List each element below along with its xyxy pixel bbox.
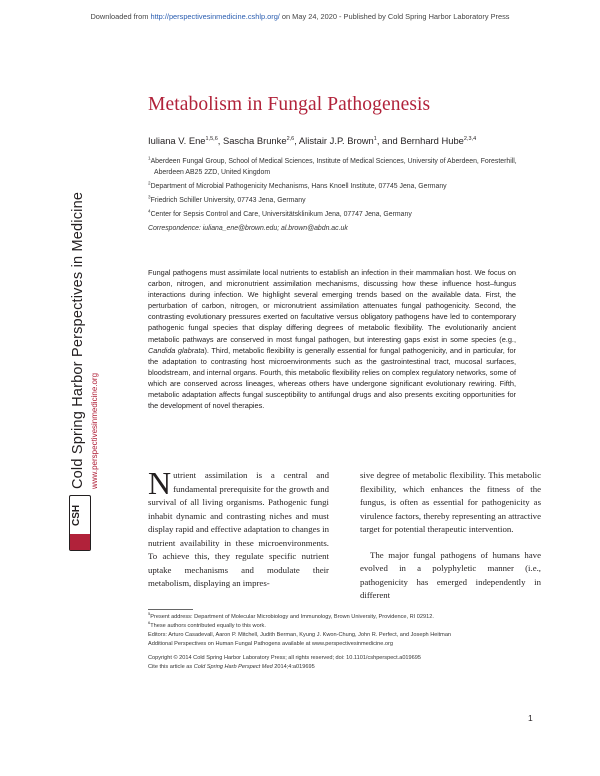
citation-line: Cite this article as Cold Spring Harb Perspect Med 2014;4:a019695 (148, 664, 315, 670)
drop-cap: N (148, 465, 172, 501)
author-affiliation-marker: 1 (373, 135, 377, 142)
footnote-editors: Editors: Arturo Casadevall, Aaron P. Mitchell, Judith Berman, Kyung J. Kwon-Chung, John R. Perfect, and Joseph Heitman (148, 632, 452, 638)
author-name: Sascha Brunke (222, 135, 287, 146)
page-number: 1 (528, 713, 533, 723)
footnotes (148, 613, 538, 672)
affiliation-item: $^4$Center for Sepsis Control and Care, Universitätsklinikum Jena, 07747 Jena, Germany (148, 209, 412, 219)
author-name: Bernhard Hube (400, 135, 464, 146)
body-column-left (148, 465, 329, 591)
author-affiliation-marker: 2,6 (286, 135, 295, 142)
csh-logo-band (70, 534, 90, 550)
body-paragraph: The major fungal pathogens of humans have evolved in a polyphyletic manner (i.e., pathogenicity has emerged independently in different (360, 549, 541, 600)
article-title: Metabolism in Fungal Pathogenesis (148, 94, 431, 115)
author-name: Iuliana V. Ene (148, 135, 206, 146)
footnote-collection: Additional Perspectives on Human Fungal Pathogens available at www.perspectivesinmedicine.org (148, 641, 394, 647)
copyright-line: Copyright © 2014 Cold Spring Harbor Laboratory Press; all rights reserved; doi: 10.1101/cshperspect.a019695 (148, 655, 421, 661)
csh-logo-text: CSH (71, 504, 82, 526)
footnote-divider (148, 609, 193, 610)
affiliations (148, 156, 548, 237)
journal-url-link[interactable]: www.perspectivesinmedicine.org (90, 372, 99, 489)
body-paragraph: Nutrient assimilation is a central and fundamental prerequisite for the growth and survival of all living organisms. Pathogenic fungi inhabit dynamic and contrasting niches and must display rapid and effective adaptation to changes in nutrient availability in these microenvironments. To achieve this, they regulate specific nutrient uptake mechanisms and modulate their metabolism, displaying an impres- (148, 465, 329, 588)
species-name: Candida glabrata (148, 345, 205, 355)
author-affiliation-marker: 2,3,4 (463, 135, 477, 142)
download-link[interactable]: http://perspectivesinmedicine.cshlp.org/ (150, 12, 280, 21)
author-list: Iuliana V. Ene$^{1,5,6}$, Sascha Brunke$^{2,6}$, Alistair J.P. Brown$^1$, and Bernhard Hube$^{2,3,4}$ (148, 135, 477, 146)
affiliation-item: $^1$Aberdeen Fungal Group, School of Medical Sciences, Institute of Medical Sciences, University of Aberdeen, Foresterhill, Aberdeen AB25 2ZD, United Kingdom (148, 155, 517, 177)
journal-sidebar (66, 191, 104, 554)
correspondence: Correspondence: iuliana_ene@brown.edu; al.brown@abdn.ac.uk (148, 225, 348, 233)
journal-name: Cold Spring Harbor Perspectives in Medicine (70, 191, 86, 489)
author-name: Alistair J.P. Brown (298, 135, 374, 146)
author-affiliation-marker: 1,5,6 (205, 135, 218, 142)
body-paragraph: sive degree of metabolic flexibility. This metabolic flexibility, which enhances the fitness of the fungus, is often as essential for pathogenicity as virulence factors, thereby representing an attractive target for potential therapeutic intervention. (360, 470, 541, 534)
download-notice: Downloaded from http://perspectivesinmedicine.cshlp.org/ on May 24, 2020 - Published by Cold Spring Harbor Laboratory Press (90, 12, 510, 21)
footnote-present-address: $^5$Present address: Department of Molecular Microbiology and Immunology, Brown University, Providence, RI 02912. (148, 611, 434, 620)
abstract: Fungal pathogens must assimilate local nutrients to establish an infection in their mammalian host. We focus on carbon, nitrogen, and micronutrient assimilation mechanisms, discussing how these influence host–fungus interactions during infection. We highlight several emerging trends based on the available data. First, the perturbation of carbon, nitrogen, or micronutrient assimilation attenuates fungal pathogenicity. Second, the contrasting evolutionary pressures exerted on facultative versus obligatory pathogens have led to contemporary pathogenic fungal species that display differing degrees of metabolic flexibility. The evolutionarily ancient metabolic pathways are conserved in most fungal pathogen, but interesting gaps exist in some species (e.g., Candida glabrata). Third, metabolic flexibility is generally essential for fungal pathogenicity, and in particular, for the adaptation to contrasting host microenvironments such as the gastrointestinal tract, mucosal surfaces, bloodstream, and internal organs. Fourth, this metabolic flexibility relies on complex regulatory networks, some of which are conserved across lineages, whereas others have undergone significant evolutionary rewiring. Fifth, metabolic adaptation affects fungal susceptibility to antifungal drugs and also presents exciting opportunities for the development of novel therapies. (148, 268, 516, 411)
csh-logo (69, 495, 91, 551)
affiliation-item: $^3$Friedrich Schiller University, 07743 Jena, Germany (148, 195, 306, 205)
footnote-equal-contribution: $^6$These authors contributed equally to this work. (148, 620, 266, 629)
body-column-right (360, 469, 541, 603)
affiliation-item: $^2$Department of Microbial Pathogenicity Mechanisms, Hans Knoell Institute, 07745 Jena, Germany (148, 181, 447, 191)
